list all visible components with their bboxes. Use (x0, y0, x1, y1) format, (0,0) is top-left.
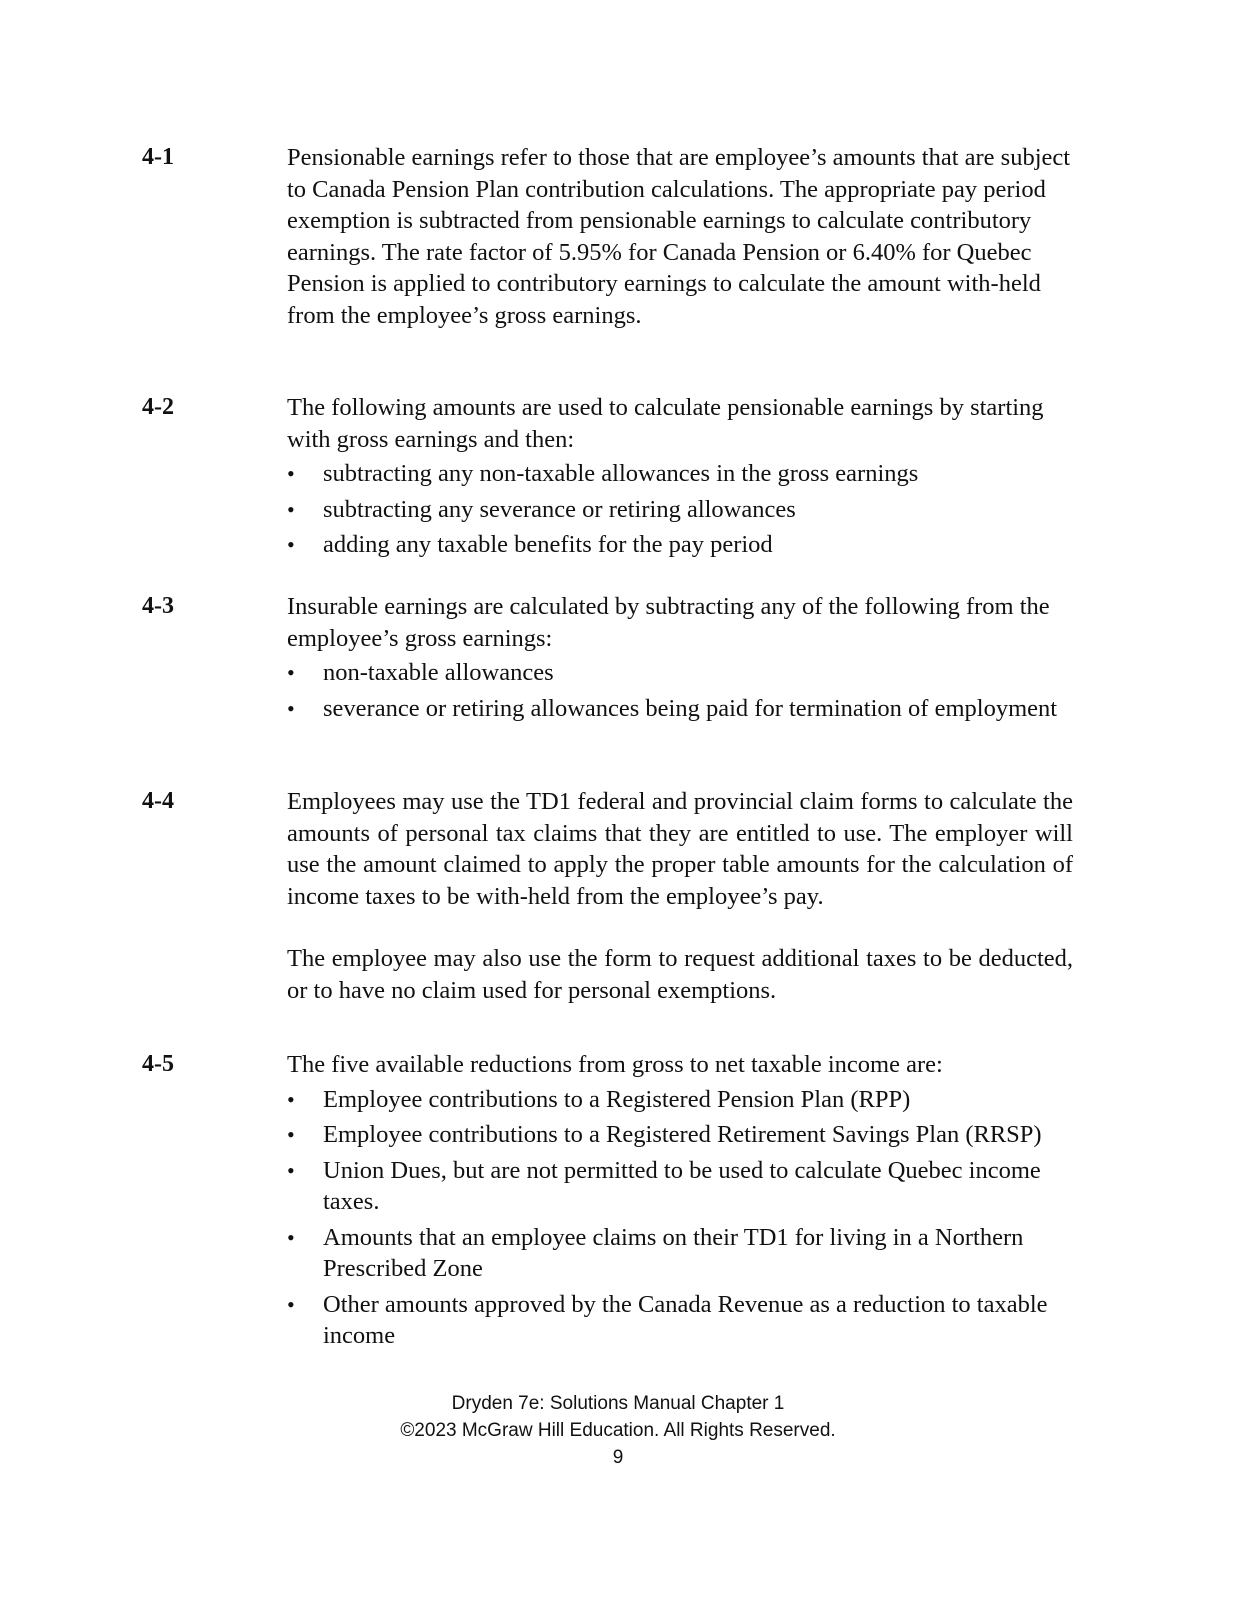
answer-paragraph: Pensionable earnings refer to those that are employee’s amounts that are subject to Canada Pension Plan contribution calculations. The appropriate pay period exemption is subtracted from pensionable earnings to calculate contributory earnings. The rate factor of 5.95% for Canada Pension or 6.40% for Quebec Pension is applied to contributory earnings to calculate the amount with-held from the employee’s gross earnings. (287, 144, 1071, 329)
bullet-list (287, 458, 1073, 561)
list-item: • adding any taxable benefits for the pay period (287, 529, 1073, 561)
bullet-icon: • (287, 1291, 295, 1317)
answer-paragraph: Insurable earnings are calculated by subtracting any of the following from the employee’s gross earnings: (287, 593, 1050, 652)
bullet-icon: • (287, 461, 295, 486)
bullet-icon: • (287, 1157, 295, 1183)
bullet-icon: • (287, 1224, 295, 1250)
question-number: 4-5 (142, 1051, 174, 1077)
list-item: • Union Dues, but are not permitted to be used to calculate Quebec income taxes. (287, 1156, 1041, 1215)
question-number: 4-4 (142, 788, 174, 814)
bullet-list (287, 1084, 1073, 1352)
question-number: 4-3 (142, 593, 174, 619)
answer-body (287, 142, 1073, 331)
answer-paragraph-2: The employee may also use the form to request additional taxes to be deducted, or to have no claim used for personal exemptions. (287, 945, 1073, 1004)
answer-body (287, 392, 1073, 565)
bullet-icon: • (287, 1086, 295, 1112)
bullet-icon: • (287, 532, 295, 557)
bullet-icon: • (287, 660, 295, 685)
list-item: • Employee contributions to a Registered Pension Plan (RPP) (287, 1084, 1073, 1116)
list-item: • Employee contributions to a Registered Retirement Savings Plan (RRSP) (287, 1119, 1073, 1151)
list-item: • subtracting any severance or retiring allowances (287, 494, 1073, 526)
list-item: • subtracting any non-taxable allowances in the gross earnings (287, 458, 1073, 490)
bullet-icon: • (287, 496, 295, 522)
footer-copyright: ©2023 McGraw Hill Education. All Rights Reserved. (400, 1420, 836, 1441)
bullet-icon: • (287, 695, 295, 721)
bullet-list (287, 657, 1073, 724)
answer-body (287, 1049, 1073, 1356)
page-number: 9 (612, 1447, 624, 1468)
answer-paragraph: Employees may use the TD1 federal and provincial claim forms to calculate the amounts of personal tax claims that they are entitled to use. The employer will use the amount claimed to apply the proper table amounts for the calculation of income taxes to be with-held from the employee’s pay. (287, 788, 1073, 910)
answer-paragraph: The five available reductions from gross to net taxable income are: (287, 1051, 943, 1078)
bullet-icon: • (287, 1122, 295, 1147)
question-number: 4-2 (142, 394, 174, 420)
list-item: • severance or retiring allowances being paid for termination of employment (287, 693, 1073, 725)
question-number: 4-1 (142, 144, 174, 170)
footer-title: Dryden 7e: Solutions Manual Chapter 1 (451, 1393, 785, 1414)
answer-body (287, 591, 1073, 728)
answer-paragraph: The following amounts are used to calculate pensionable earnings by starting with gross earnings and then: (287, 394, 1044, 453)
list-item: • Other amounts approved by the Canada Revenue as a reduction to taxable income (287, 1290, 1048, 1349)
list-item: • non-taxable allowances (287, 657, 1073, 689)
page-footer (0, 1390, 1236, 1471)
list-item: • Amounts that an employee claims on their TD1 for living in a Northern Prescribed Zone (287, 1223, 1024, 1282)
answer-body (287, 786, 1073, 1006)
